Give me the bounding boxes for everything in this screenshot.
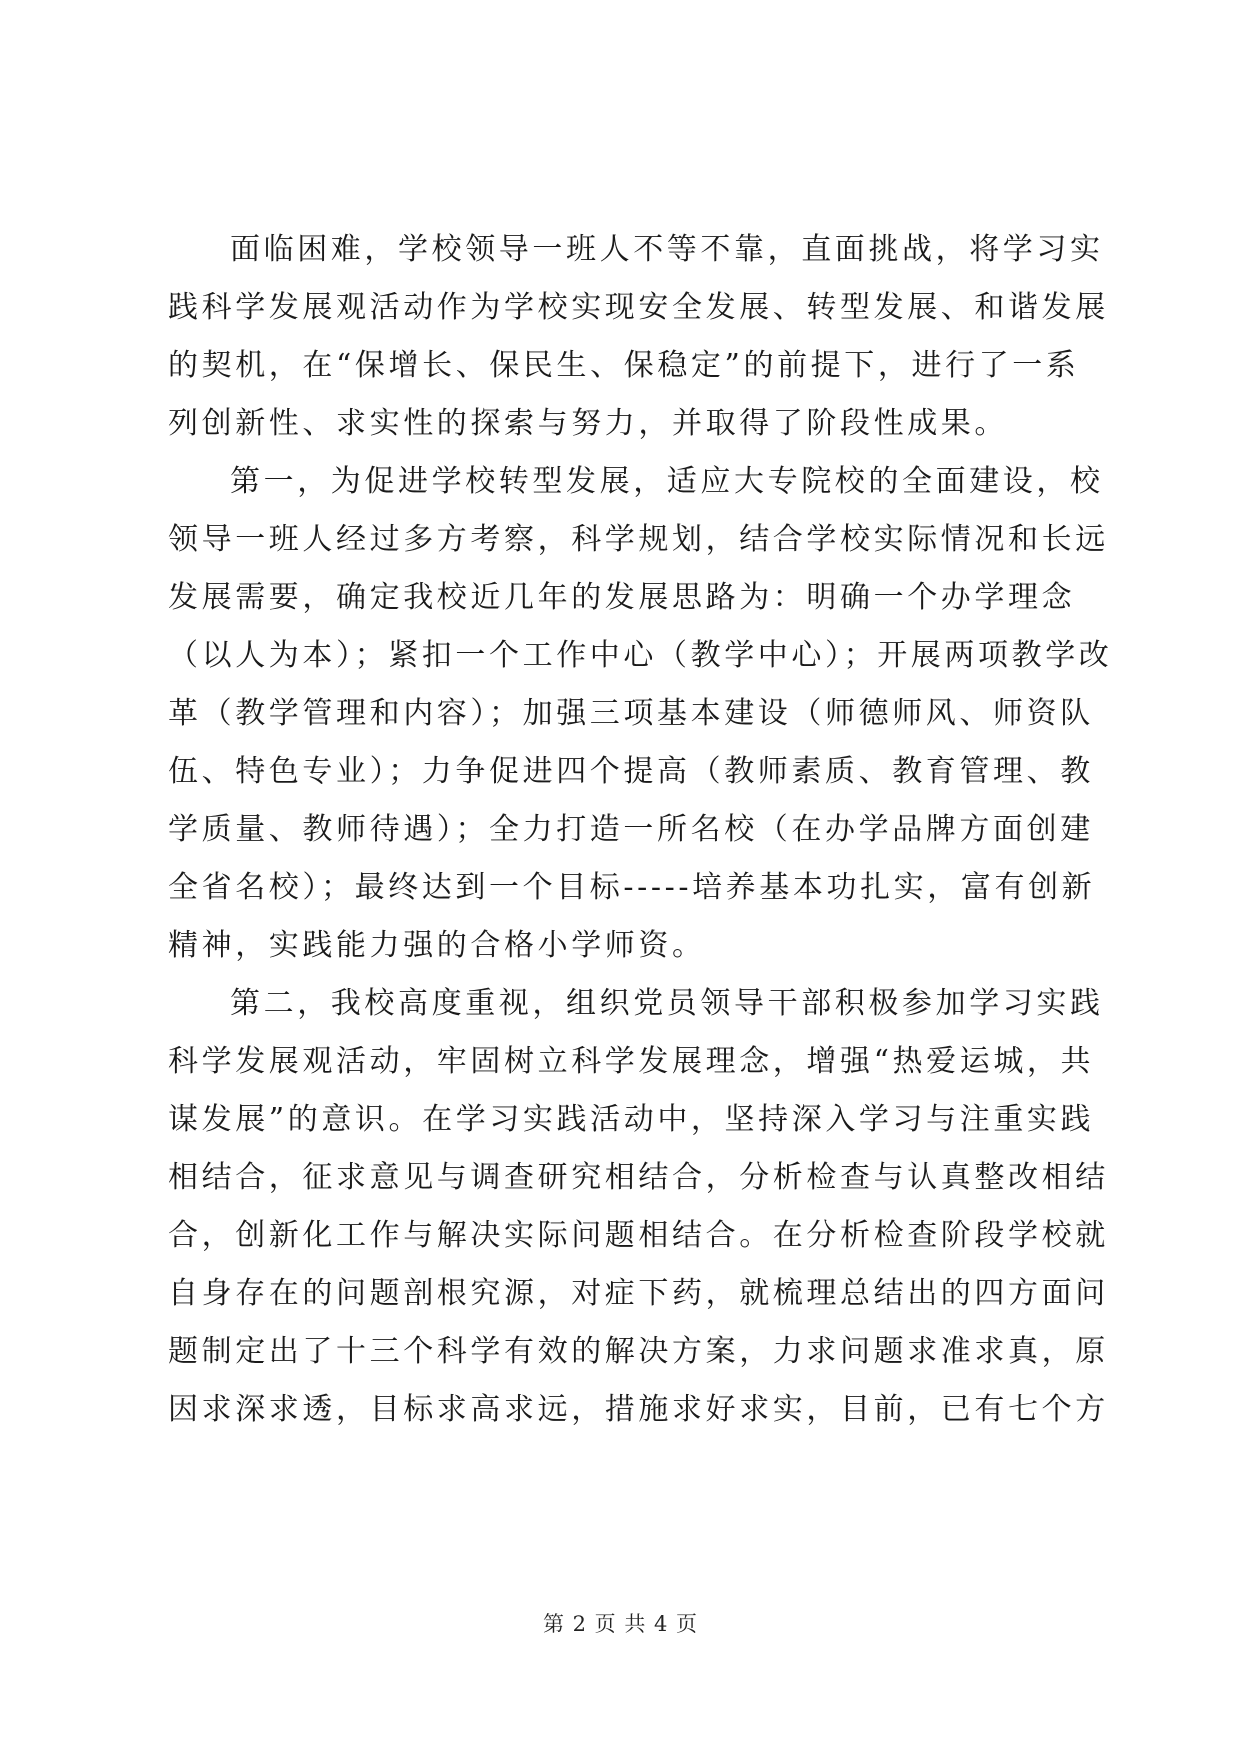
paragraph-2-line-7: 学质量、教师待遇）；全力打造一所名校（在办学品牌方面创建 [168, 812, 1094, 847]
paragraph-2-line-6: 伍、特色专业）；力争促进四个提高（教师素质、教育管理、教 [168, 754, 1094, 789]
paragraph-1-line-2: 践科学发展观活动作为学校实现安全发展、转型发展、和谐发展 [168, 290, 1109, 325]
paragraph-2-line-9: 精神，实践能力强的合格小学师资。 [168, 928, 706, 963]
paragraph-3-line-4: 相结合，征求意见与调查研究相结合，分析检查与认真整改相结 [168, 1160, 1109, 1195]
paragraph-2-line-1: 第一，为促进学校转型发展，适应大专院校的全面建设，校 [230, 464, 1104, 499]
paragraph-3-line-5: 合，创新化工作与解决实际问题相结合。在分析检查阶段学校就 [168, 1218, 1109, 1253]
paragraph-2-line-3: 发展需要，确定我校近几年的发展思路为：明确一个办学理念 [168, 580, 1076, 615]
paragraph-3-line-6: 自身存在的问题剖根究源，对症下药，就梳理总结出的四方面问 [168, 1276, 1109, 1311]
paragraph-3-line-7: 题制定出了十三个科学有效的解决方案，力求问题求准求真，原 [168, 1334, 1109, 1369]
paragraph-3-line-2: 科学发展观活动，牢固树立科学发展理念，增强“热爱运城，共 [168, 1044, 1095, 1079]
page-number-footer: 第 2 页 共 4 页 [542, 1612, 699, 1636]
paragraph-3-line-3: 谋发展”的意识。在学习实践活动中，坚持深入学习与注重实践 [168, 1102, 1095, 1137]
paragraph-3-line-8: 因求深求透，目标求高求远，措施求好求实，目前，已有七个方 [168, 1392, 1109, 1427]
paragraph-1-line-4: 列创新性、求实性的探索与努力，并取得了阶段性成果。 [168, 406, 1008, 441]
paragraph-2-line-5: 革（教学管理和内容）；加强三项基本建设（师德师风、师资队 [168, 696, 1094, 731]
paragraph-2-line-2: 领导一班人经过多方考察，科学规划，结合学校实际情况和长远 [168, 522, 1109, 557]
paragraph-1-line-1: 面临困难，学校领导一班人不等不靠，直面挑战，将学习实 [230, 232, 1104, 267]
paragraph-2-line-4: （以人为本）；紧扣一个工作中心（教学中心）；开展两项教学改 [168, 638, 1113, 673]
paragraph-3-line-1: 第二，我校高度重视，组织党员领导干部积极参加学习实践 [230, 986, 1104, 1021]
paragraph-1-line-3: 的契机，在“保增长、保民生、保稳定”的前提下，进行了一系 [168, 348, 1080, 383]
paragraph-2-line-8: 全省名校）；最终达到一个目标-----培养基本功扎实，富有创新 [168, 870, 1096, 905]
